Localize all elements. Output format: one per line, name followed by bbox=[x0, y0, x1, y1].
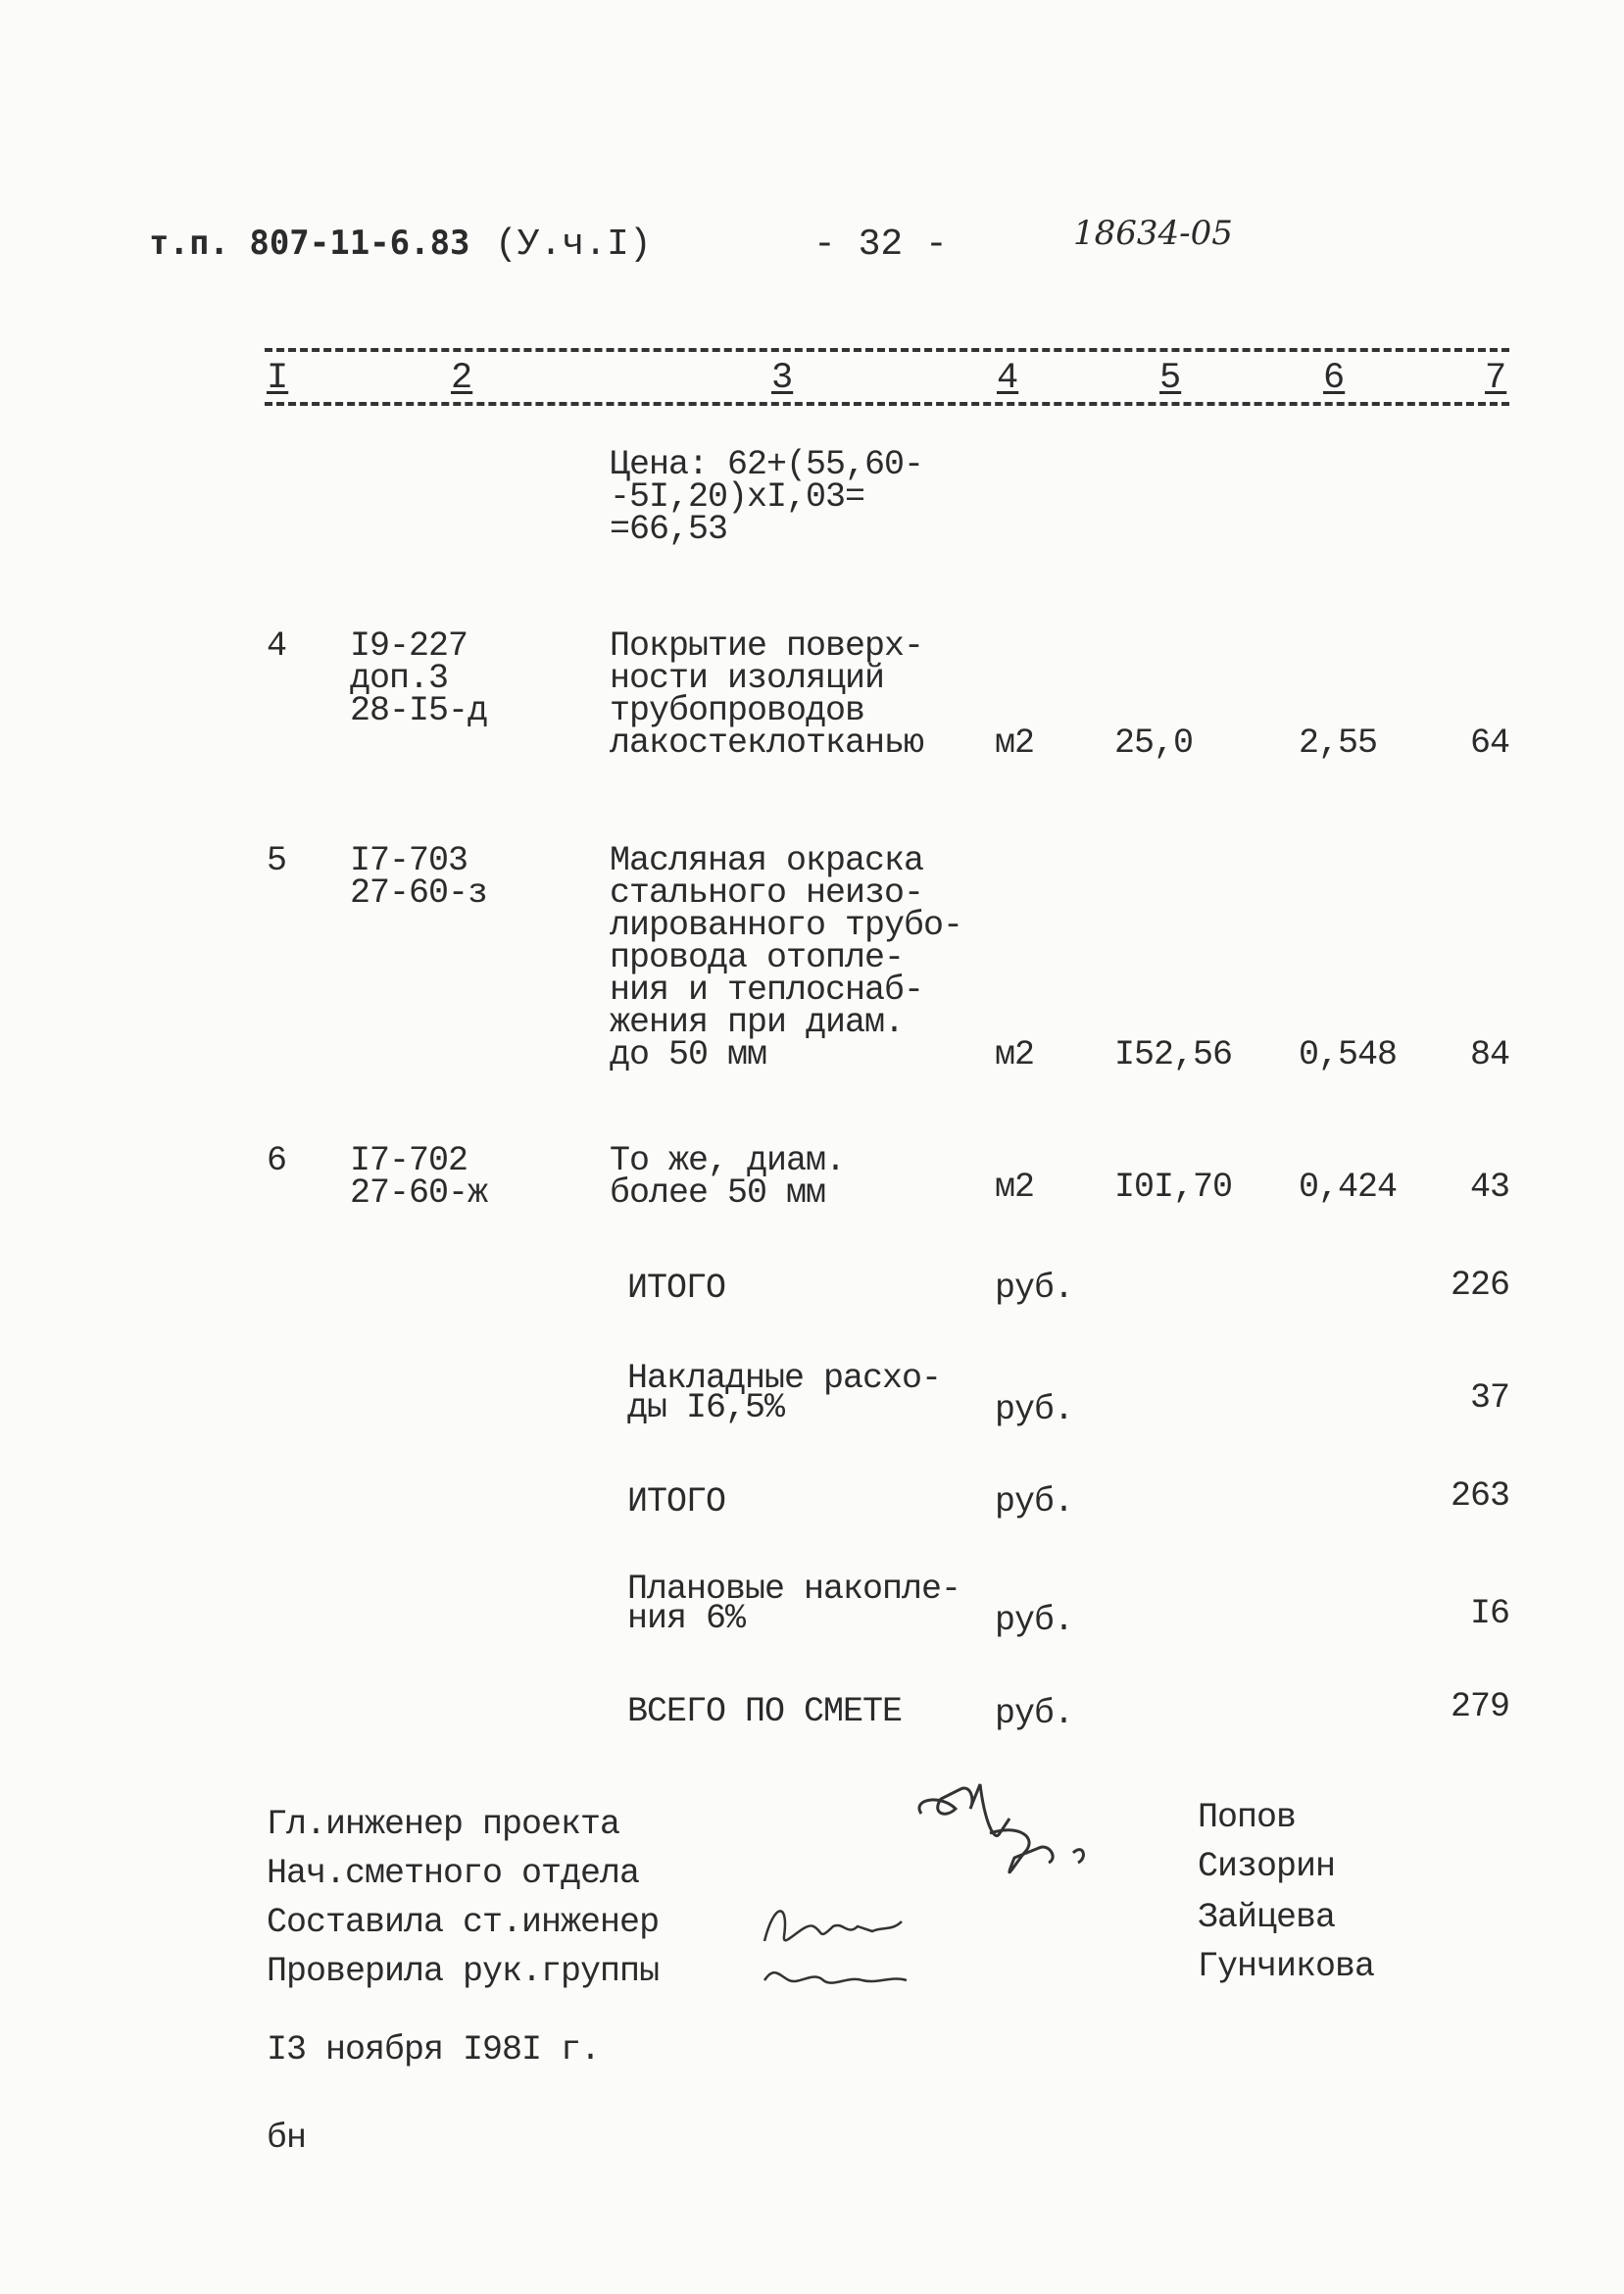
summary-unit: руб. bbox=[995, 1390, 1074, 1429]
work-description: ности изоляций bbox=[610, 659, 885, 698]
unit-price: 0,548 bbox=[1299, 1035, 1398, 1074]
col-3: 3 bbox=[771, 358, 794, 399]
header-rule-bottom bbox=[265, 402, 1509, 406]
work-description: Масляная окраска bbox=[610, 841, 924, 880]
handwritten-stamp: 18634-05 bbox=[1073, 214, 1233, 253]
signer-role: Составила ст.инженер bbox=[267, 1903, 660, 1942]
unit-price: 0,424 bbox=[1299, 1168, 1398, 1207]
work-description: трубопроводов bbox=[610, 691, 865, 730]
price-note-line: -5I,20)xI,03= bbox=[610, 477, 865, 517]
summary-label: Плановые накопле- bbox=[627, 1570, 961, 1609]
doc-part: (У.ч.I) bbox=[495, 224, 652, 266]
col-1: I bbox=[267, 358, 289, 399]
rate-code: I9-227 bbox=[350, 626, 468, 666]
signer-name: Попов bbox=[1198, 1798, 1297, 1837]
summary-unit: руб. bbox=[995, 1601, 1074, 1640]
row-number: 5 bbox=[267, 841, 287, 880]
summary-label: ния 6% bbox=[627, 1599, 746, 1638]
work-description: более 50 мм bbox=[610, 1173, 826, 1213]
work-description: Покрытие поверх- bbox=[610, 626, 924, 666]
rate-code: I7-703 bbox=[350, 841, 468, 880]
col-4: 4 bbox=[997, 358, 1019, 399]
work-description: лакостеклотканью bbox=[610, 723, 924, 763]
work-description: стального неизо- bbox=[610, 873, 924, 913]
col-6: 6 bbox=[1323, 358, 1346, 399]
doc-code: т.п. 807-11-6.83 bbox=[149, 224, 470, 263]
row-total: 64 bbox=[1469, 723, 1509, 763]
work-description: до 50 мм bbox=[610, 1035, 767, 1074]
price-note-line: Цена: 62+(55,60- bbox=[610, 445, 924, 484]
price-note-line: =66,53 bbox=[610, 510, 728, 549]
summary-unit: руб. bbox=[995, 1269, 1074, 1308]
summary-label: ИТОГО bbox=[627, 1482, 726, 1521]
col-7: 7 bbox=[1485, 358, 1507, 399]
header-rule-top bbox=[265, 348, 1509, 352]
rate-code: доп.3 bbox=[350, 659, 449, 698]
unit: м2 bbox=[995, 1168, 1035, 1207]
signature-scribble bbox=[755, 1882, 951, 2000]
document-date: I3 ноября I98I г. bbox=[267, 2030, 601, 2070]
unit: м2 bbox=[995, 1035, 1035, 1074]
signer-name: Сизорин bbox=[1198, 1847, 1336, 1886]
signer-name: Зайцева bbox=[1198, 1898, 1336, 1937]
work-description: То же, диам. bbox=[610, 1141, 846, 1180]
summary-value: 37 bbox=[1469, 1378, 1509, 1418]
unit-price: 2,55 bbox=[1299, 723, 1378, 763]
quantity: I52,56 bbox=[1114, 1035, 1233, 1074]
work-description: ния и теплоснаб- bbox=[610, 971, 924, 1010]
signature-scribble bbox=[902, 1765, 1166, 1902]
summary-label: ВСЕГО ПО СМЕТЕ bbox=[627, 1692, 903, 1731]
row-total: 84 bbox=[1469, 1035, 1509, 1074]
work-description: провода отопле- bbox=[610, 938, 905, 977]
summary-value: I6 bbox=[1469, 1594, 1509, 1633]
page-number: - 32 - bbox=[813, 224, 948, 266]
row-number: 6 bbox=[267, 1141, 287, 1180]
summary-unit: руб. bbox=[995, 1482, 1074, 1521]
summary-label: Накладные расхо- bbox=[627, 1359, 942, 1398]
signer-name: Гунчикова bbox=[1198, 1947, 1375, 1986]
row-number: 4 bbox=[267, 626, 287, 666]
rate-code: 27-60-з bbox=[350, 873, 488, 913]
quantity: I0I,70 bbox=[1114, 1168, 1233, 1207]
col-2: 2 bbox=[451, 358, 473, 399]
row-total: 43 bbox=[1469, 1168, 1509, 1207]
signer-role: Гл.инженер проекта bbox=[267, 1805, 620, 1844]
work-description: жения при диам. bbox=[610, 1003, 905, 1042]
signer-role: Проверила рук.группы bbox=[267, 1952, 660, 1991]
summary-value: 226 bbox=[1450, 1266, 1509, 1305]
summary-label: ИТОГО bbox=[627, 1269, 726, 1308]
rate-code: 28-I5-д bbox=[350, 691, 488, 730]
unit: м2 bbox=[995, 723, 1035, 763]
work-description: лированного трубо- bbox=[610, 906, 963, 945]
footer-mark: бн bbox=[267, 2119, 307, 2158]
summary-unit: руб. bbox=[995, 1694, 1074, 1733]
summary-label: ды I6,5% bbox=[627, 1388, 785, 1427]
summary-value: 279 bbox=[1450, 1687, 1509, 1726]
signer-role: Нач.сметного отдела bbox=[267, 1854, 640, 1893]
rate-code: I7-702 bbox=[350, 1141, 468, 1180]
col-5: 5 bbox=[1159, 358, 1182, 399]
summary-value: 263 bbox=[1450, 1476, 1509, 1516]
rate-code: 27-60-ж bbox=[350, 1173, 488, 1213]
quantity: 25,0 bbox=[1114, 723, 1194, 763]
